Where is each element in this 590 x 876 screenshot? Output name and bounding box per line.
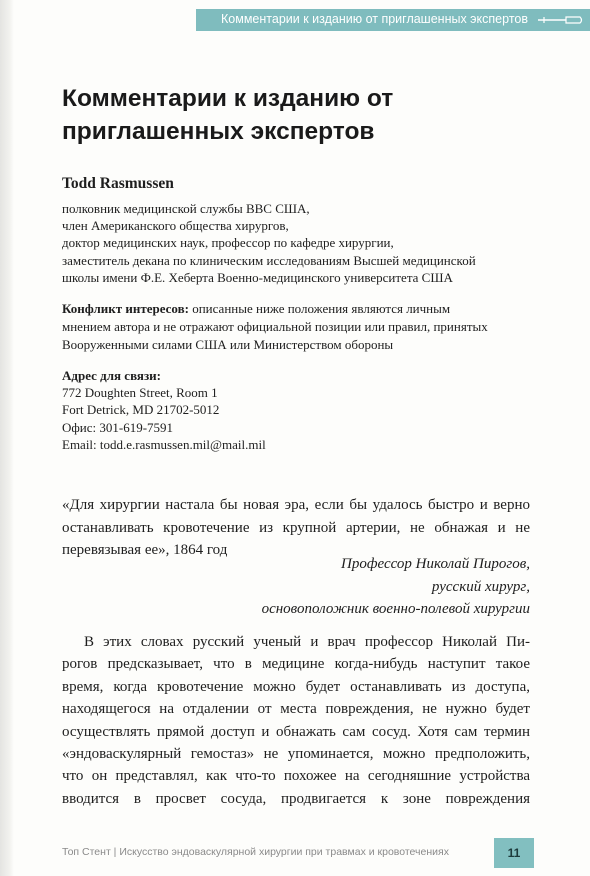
author-name: Todd Rasmussen	[62, 175, 174, 192]
email-address: Email: todd.e.rasmussen.mil@mail.mil	[62, 436, 266, 452]
scalpel-icon	[536, 12, 584, 28]
page-number: 11	[494, 838, 534, 868]
contact-address	[62, 367, 522, 453]
body-line: что он представлял, как что-то похожее на сегодняшние устройства	[62, 768, 530, 785]
body-paragraph	[62, 631, 530, 810]
affiliation-line: полковник медицинской службы ВВС США,	[62, 201, 310, 216]
attribution-line: русский хирург,	[431, 578, 530, 595]
epigraph-quote	[62, 494, 530, 562]
conflict-text: мнением автора и не отражают официальной позиции или правил, принятых	[62, 318, 488, 334]
conflict-of-interest	[62, 300, 522, 353]
running-header-title: Комментарии к изданию от приглашенных экспертов	[221, 12, 528, 26]
quote-line: перевязывая ее», 1864 год	[62, 542, 228, 558]
attribution-line: основоположник военно-полевой хирургии	[261, 601, 530, 617]
affiliation-line: школы имени Ф.Е. Хеберта Военно-медицинского университета США	[62, 269, 453, 285]
address-label: Адрес для связи:	[62, 368, 161, 383]
running-footer: Топ Стент | Искусство эндоваскулярной хирургии при травмах и кровотечениях	[62, 846, 449, 858]
office-phone: Офис: 301-619-7591	[62, 419, 174, 435]
quote-line: «Для хирургии настала бы новая эра, если бы удалось быстро и верно	[62, 497, 530, 513]
body-line: рогов предсказывает, что в медицине когда-нибудь наступит такое	[62, 656, 530, 673]
running-header-bar	[196, 9, 590, 31]
conflict-text: Вооруженными силами США или Министерством обороны	[62, 336, 394, 352]
address-line: 772 Doughten Street, Room 1	[62, 385, 218, 401]
body-line: В этих словах русский ученый и врач профессор Николай Пи-	[84, 634, 530, 650]
affiliation-line: член Американского общества хирургов,	[62, 218, 289, 234]
body-line: вводится в просвет сосуда, продвигается к зоне повреждения	[62, 790, 530, 807]
affiliation-line: доктор медицинских наук, профессор по кафедре хирургии,	[62, 235, 394, 251]
page-title-line: Комментарии к изданию от	[62, 85, 394, 112]
body-line: осуществлять прямой доступ и обнажать сам сосуд. Хотя сам термин	[62, 723, 530, 740]
body-line: «эндоваскулярный гемостаз» не упоминается, можно предположить,	[62, 746, 530, 763]
attribution-line: Профессор Николай Пирогов,	[341, 556, 530, 572]
page-title-line: приглашенных экспертов	[62, 118, 375, 145]
body-line: находящегося на отдалении от места повреждения, не нужно будет	[62, 701, 530, 718]
page-spine-shadow	[0, 0, 14, 876]
quote-line: останавливать кровотечение из крупной артерии, не обнажая и не	[62, 519, 530, 536]
address-line: Fort Detrick, MD 21702-5012	[62, 402, 220, 418]
page-title	[62, 82, 522, 148]
conflict-label: Конфликт интересов:	[62, 301, 189, 316]
body-line: время, когда кровотечение можно будет останавливать из доступа,	[62, 678, 530, 695]
conflict-text: описанные ниже положения являются личным	[188, 301, 451, 316]
quote-attribution	[110, 553, 530, 621]
affiliation-line: заместитель декана по клиническим исследованиям Высшей медицинской	[62, 252, 476, 268]
author-affiliations	[62, 200, 542, 286]
